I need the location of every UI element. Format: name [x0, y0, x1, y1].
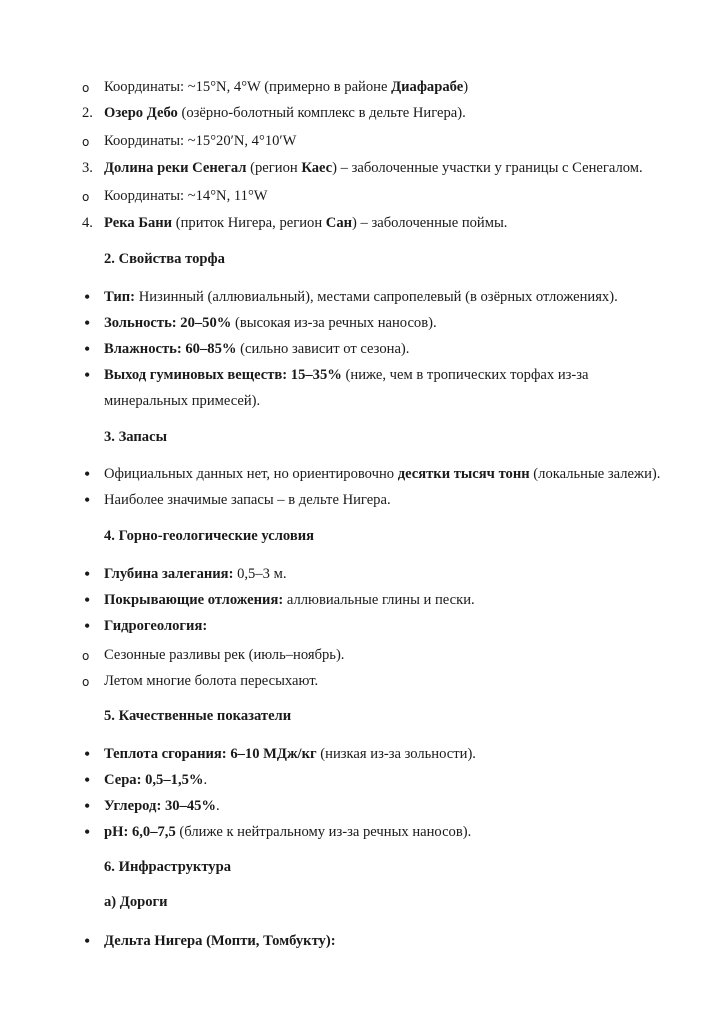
list-item: Тип: Низинный (аллювиальный), местами сапропелевый (в озёрных отложениях).: [104, 289, 618, 305]
list-item: Официальных данных нет, но ориентировочно десятки тысяч тонн (локальные залежи).: [104, 466, 661, 482]
bullet: •: [84, 796, 91, 816]
section-heading: 3. Запасы: [104, 429, 167, 445]
circle-bullet: o: [82, 135, 90, 149]
list-item: Покрывающие отложения: аллювиальные глины и пески.: [104, 592, 475, 608]
list-number: 2.: [82, 105, 93, 121]
list-item: pH: 6,0–7,5 (ближе к нейтральному из-за речных наносов).: [104, 824, 472, 840]
list-item: Глубина залегания: 0,5–3 м.: [104, 566, 287, 582]
bullet: •: [84, 616, 91, 636]
list-item: Сера: 0,5–1,5%.: [104, 772, 208, 788]
list-item: Координаты: ~15°20′N, 4°10′W: [104, 133, 297, 149]
list-item: Река Бани (приток Нигера, регион Сан) – заболоченные поймы.: [104, 215, 508, 231]
circle-bullet: o: [82, 649, 90, 663]
list-item: Углерод: 30–45%.: [104, 798, 220, 814]
list-item: Координаты: ~14°N, 11°W: [104, 188, 268, 204]
list-item: Наиболее значимые запасы – в дельте Нигера.: [104, 492, 391, 508]
list-number: 4.: [82, 215, 93, 231]
bullet: •: [84, 822, 91, 842]
list-item: Летом многие болота пересыхают.: [104, 673, 319, 689]
section-heading: 5. Качественные показатели: [104, 708, 292, 724]
section-heading: 6. Инфраструктура: [104, 859, 232, 875]
section-heading: 2. Свойства торфа: [104, 251, 225, 267]
circle-bullet: o: [82, 81, 90, 95]
list-item-continuation: минеральных примесей).: [104, 393, 261, 409]
bullet: •: [84, 564, 91, 584]
list-item: Озеро Дебо (озёрно-болотный комплекс в дельте Нигера).: [104, 105, 466, 121]
bullet: •: [84, 744, 91, 764]
section-heading: 4. Горно-геологические условия: [104, 528, 315, 544]
list-item: Сезонные разливы рек (июль–ноябрь).: [104, 647, 345, 663]
circle-bullet: o: [82, 190, 90, 204]
list-item: Гидрогеология:: [104, 618, 208, 634]
list-item: Дельта Нигера (Мопти, Томбукту):: [104, 933, 336, 949]
list-number: 3.: [82, 160, 93, 176]
bullet: •: [84, 365, 91, 385]
bullet: •: [84, 313, 91, 333]
list-item: Долина реки Сенегал (регион Каес) – заболоченные участки у границы с Сенегалом.: [104, 160, 643, 176]
bullet: •: [84, 464, 91, 484]
list-item: Теплота сгорания: 6–10 МДж/кг (низкая из-за зольности).: [104, 746, 476, 762]
bullet: •: [84, 590, 91, 610]
bullet: •: [84, 770, 91, 790]
bullet: •: [84, 490, 91, 510]
bullet: •: [84, 287, 91, 307]
list-item: Выход гуминовых веществ: 15–35% (ниже, чем в тропических торфах из-за: [104, 367, 589, 383]
bullet: •: [84, 931, 91, 951]
list-item: Зольность: 20–50% (высокая из-за речных наносов).: [104, 315, 437, 331]
circle-bullet: o: [82, 675, 90, 689]
bullet: •: [84, 339, 91, 359]
list-item: Координаты: ~15°N, 4°W (примерно в районе Диафарабе): [104, 79, 469, 95]
subsection-heading: а) Дороги: [104, 894, 168, 910]
list-item: Влажность: 60–85% (сильно зависит от сезона).: [104, 341, 410, 357]
